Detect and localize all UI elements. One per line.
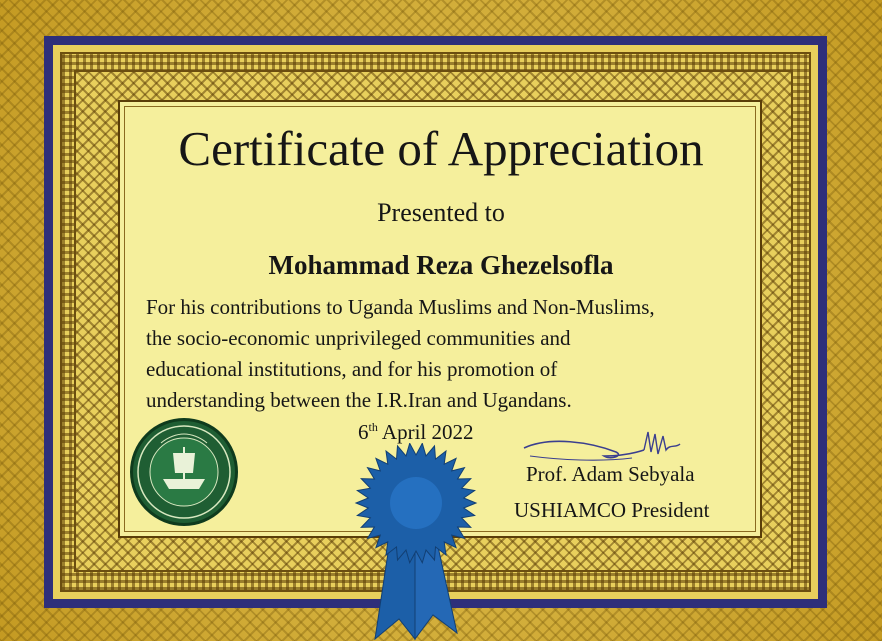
citation-paragraph [146,292,766,416]
citation-line: educational institutions, and for his promotion of [146,357,558,381]
date-month-year: April 2022 [377,420,474,444]
citation-line: the socio-economic unprivileged communities and [146,326,571,350]
signer-name: Prof. Adam Sebyala [526,462,695,486]
award-rosette [343,443,489,641]
issue-date [358,420,474,445]
organization-seal [130,418,238,526]
citation-line: For his contributions to Uganda Muslims and Non-Muslims, [146,295,655,319]
certificate-title: Certificate of Appreciation [178,121,704,176]
recipient-name: Mohammad Reza Ghezelsofla [268,250,614,280]
citation-line: understanding between the I.R.Iran and Ugandans. [146,388,572,412]
date-suffix: th [368,420,378,434]
signer-title: USHIAMCO President [514,498,710,522]
ship-emblem-icon [133,421,235,523]
presented-to-label: Presented to [377,198,505,227]
date-day: 6 [358,420,369,444]
